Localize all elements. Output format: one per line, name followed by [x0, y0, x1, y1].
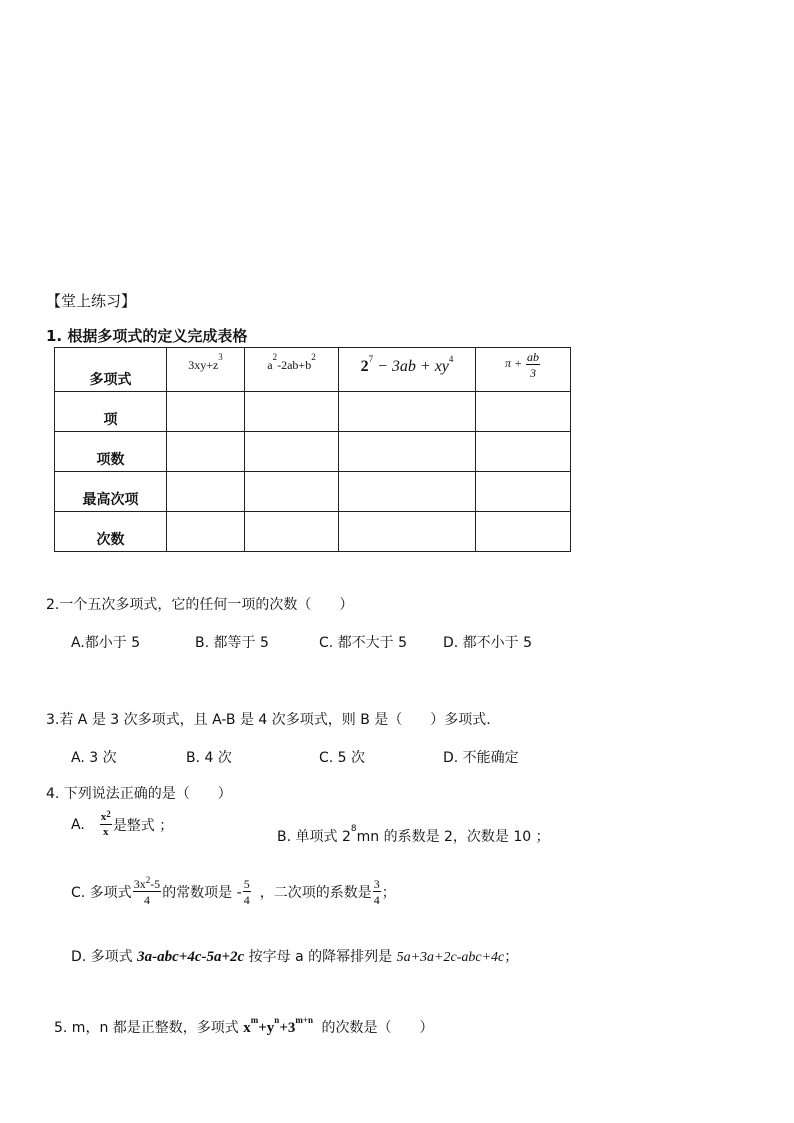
answer-cell[interactable] [245, 392, 339, 432]
col4-pi: π + [504, 356, 523, 371]
q4-c-fraction [133, 875, 162, 907]
q4-b-exponent: 8 [350, 824, 357, 834]
q4-a-fraction [100, 809, 112, 838]
q5-three-exponent: m+n [295, 1015, 314, 1025]
answer-cell[interactable] [339, 512, 476, 552]
table-row [55, 432, 571, 472]
column-header-2 [245, 348, 339, 392]
table-row [55, 392, 571, 432]
col2-b-exponent: 2 [311, 352, 316, 362]
q5-plus-three: +3 [279, 1020, 296, 1036]
q4-c-numerator-exponent: 2 [145, 875, 151, 885]
question-2-stem: 2.一个五次多项式，它的任何一项的次数（ ） [46, 597, 354, 613]
col3-base-exponent: 7 [368, 353, 374, 364]
row-header-terms: 项 [55, 392, 167, 432]
q4-option-a[interactable] [71, 809, 174, 838]
table-row [55, 512, 571, 552]
answer-cell[interactable] [245, 512, 339, 552]
question-4-stem: 4. 下列说法正确的是（ ） [46, 786, 232, 802]
q4-d-result: 5a+3a+2c-abc+4c [396, 950, 505, 965]
col4-numerator: ab [527, 349, 540, 364]
col2-expression: -2ab+b [277, 358, 312, 372]
col3-y-exponent: 4 [448, 353, 454, 364]
q4-c-quadratic-text: ，二次项的系数是 [259, 885, 372, 901]
col2-a: a [267, 358, 273, 372]
answer-cell[interactable] [339, 392, 476, 432]
col3-base: 2 [360, 357, 369, 375]
q4-c-denominator: 4 [143, 893, 150, 907]
col1-expression: 3xy+z [188, 358, 219, 372]
q4-c-quadratic-numerator: 3 [373, 877, 380, 891]
q4-d-label: D. 多项式 [71, 949, 133, 965]
answer-cell[interactable] [167, 512, 245, 552]
question-1-title: 1. 根据多项式的定义完成表格 [46, 327, 248, 345]
q4-option-c[interactable] [71, 875, 396, 907]
q4-option-b[interactable] [277, 826, 550, 846]
q2-option-b[interactable]: B. 都等于 5 [195, 635, 269, 651]
q4-a-numerator-exponent: 2 [106, 809, 111, 819]
q5-suffix: 的次数是（ ） [321, 1020, 434, 1036]
q4-a-label: A. [71, 817, 85, 833]
q4-a-tail: 是整式 ； [112, 818, 174, 834]
q5-x-exponent: m [250, 1015, 259, 1025]
q4-a-numerator: x [100, 811, 107, 823]
q4-c-label: C. 多项式 [71, 885, 132, 901]
answer-cell[interactable] [476, 432, 571, 472]
q4-b-text: B. 单项式 2 [277, 829, 351, 845]
section-title: 【堂上练习】 [46, 292, 137, 310]
q4-c-numerator: 3x [133, 877, 146, 891]
q4-c-constant-denominator: 4 [243, 893, 250, 907]
answer-cell[interactable] [339, 432, 476, 472]
col4-denominator: 3 [530, 365, 537, 380]
q5-prefix: 5. m，n 都是正整数，多项式 [54, 1020, 239, 1036]
q5-y: y [266, 1020, 275, 1036]
q3-option-c[interactable]: C. 5 次 [319, 750, 366, 766]
answer-cell[interactable] [245, 432, 339, 472]
q2-option-c[interactable]: C. 都不大于 5 [319, 635, 408, 651]
row-header-highest-term: 最高次项 [55, 472, 167, 512]
col1-exponent: 3 [218, 352, 223, 362]
q3-option-b[interactable]: B. 4 次 [186, 750, 232, 766]
answer-cell[interactable] [167, 472, 245, 512]
table-header-row [55, 348, 571, 392]
row-header-degree: 次数 [55, 512, 167, 552]
answer-cell[interactable] [167, 432, 245, 472]
answer-cell[interactable] [245, 472, 339, 512]
q4-d-middle-text: 按字母 a 的降幂排列是 [248, 949, 393, 965]
table-row [55, 472, 571, 512]
q5-plus: + [258, 1020, 267, 1036]
answer-cell[interactable] [339, 472, 476, 512]
answer-cell[interactable] [476, 512, 571, 552]
question-5-stem [54, 1017, 433, 1037]
column-header-3 [339, 348, 476, 392]
q4-c-quadratic-denominator: 4 [373, 893, 380, 907]
q4-c-quadratic-fraction [373, 878, 381, 906]
q4-b-text-tail: mn 的系数是 2，次数是 10 ； [356, 829, 550, 845]
q2-option-a[interactable]: A.都小于 5 [71, 635, 141, 651]
q3-option-d[interactable]: D. 不能确定 [443, 750, 519, 766]
polynomial-table [54, 347, 571, 552]
q5-y-exponent: n [274, 1015, 280, 1025]
column-header-1 [167, 348, 245, 392]
q4-c-constant-fraction [243, 878, 251, 906]
q4-c-constant-text: 的常数项是 - [162, 885, 242, 901]
q4-option-d[interactable] [71, 946, 518, 966]
row-header-polynomial: 多项式 [55, 348, 167, 392]
col3-expression: − 3ab + xy [373, 357, 449, 375]
q4-d-end: ； [504, 949, 519, 965]
answer-cell[interactable] [476, 472, 571, 512]
q4-c-end: ； [381, 885, 396, 901]
question-3-stem: 3.若 A 是 3 次多项式，且 A-B 是 4 次多项式，则 B 是（ ）多项式. [46, 712, 491, 728]
q4-d-polynomial: 3a-abc+4c-5a+2c [137, 949, 245, 965]
col4-fraction [526, 351, 540, 379]
q4-c-numerator-tail: -5 [150, 877, 161, 891]
q4-a-denominator: x [103, 826, 109, 838]
answer-cell[interactable] [167, 392, 245, 432]
q3-option-a[interactable]: A. 3 次 [71, 750, 117, 766]
q5-x: x [243, 1020, 251, 1036]
col2-a-exponent: 2 [272, 352, 278, 362]
answer-cell[interactable] [476, 392, 571, 432]
row-header-term-count: 项数 [55, 432, 167, 472]
q4-c-constant-numerator: 5 [243, 877, 250, 891]
q2-option-d[interactable]: D. 都不小于 5 [443, 635, 533, 651]
column-header-4 [476, 348, 571, 392]
